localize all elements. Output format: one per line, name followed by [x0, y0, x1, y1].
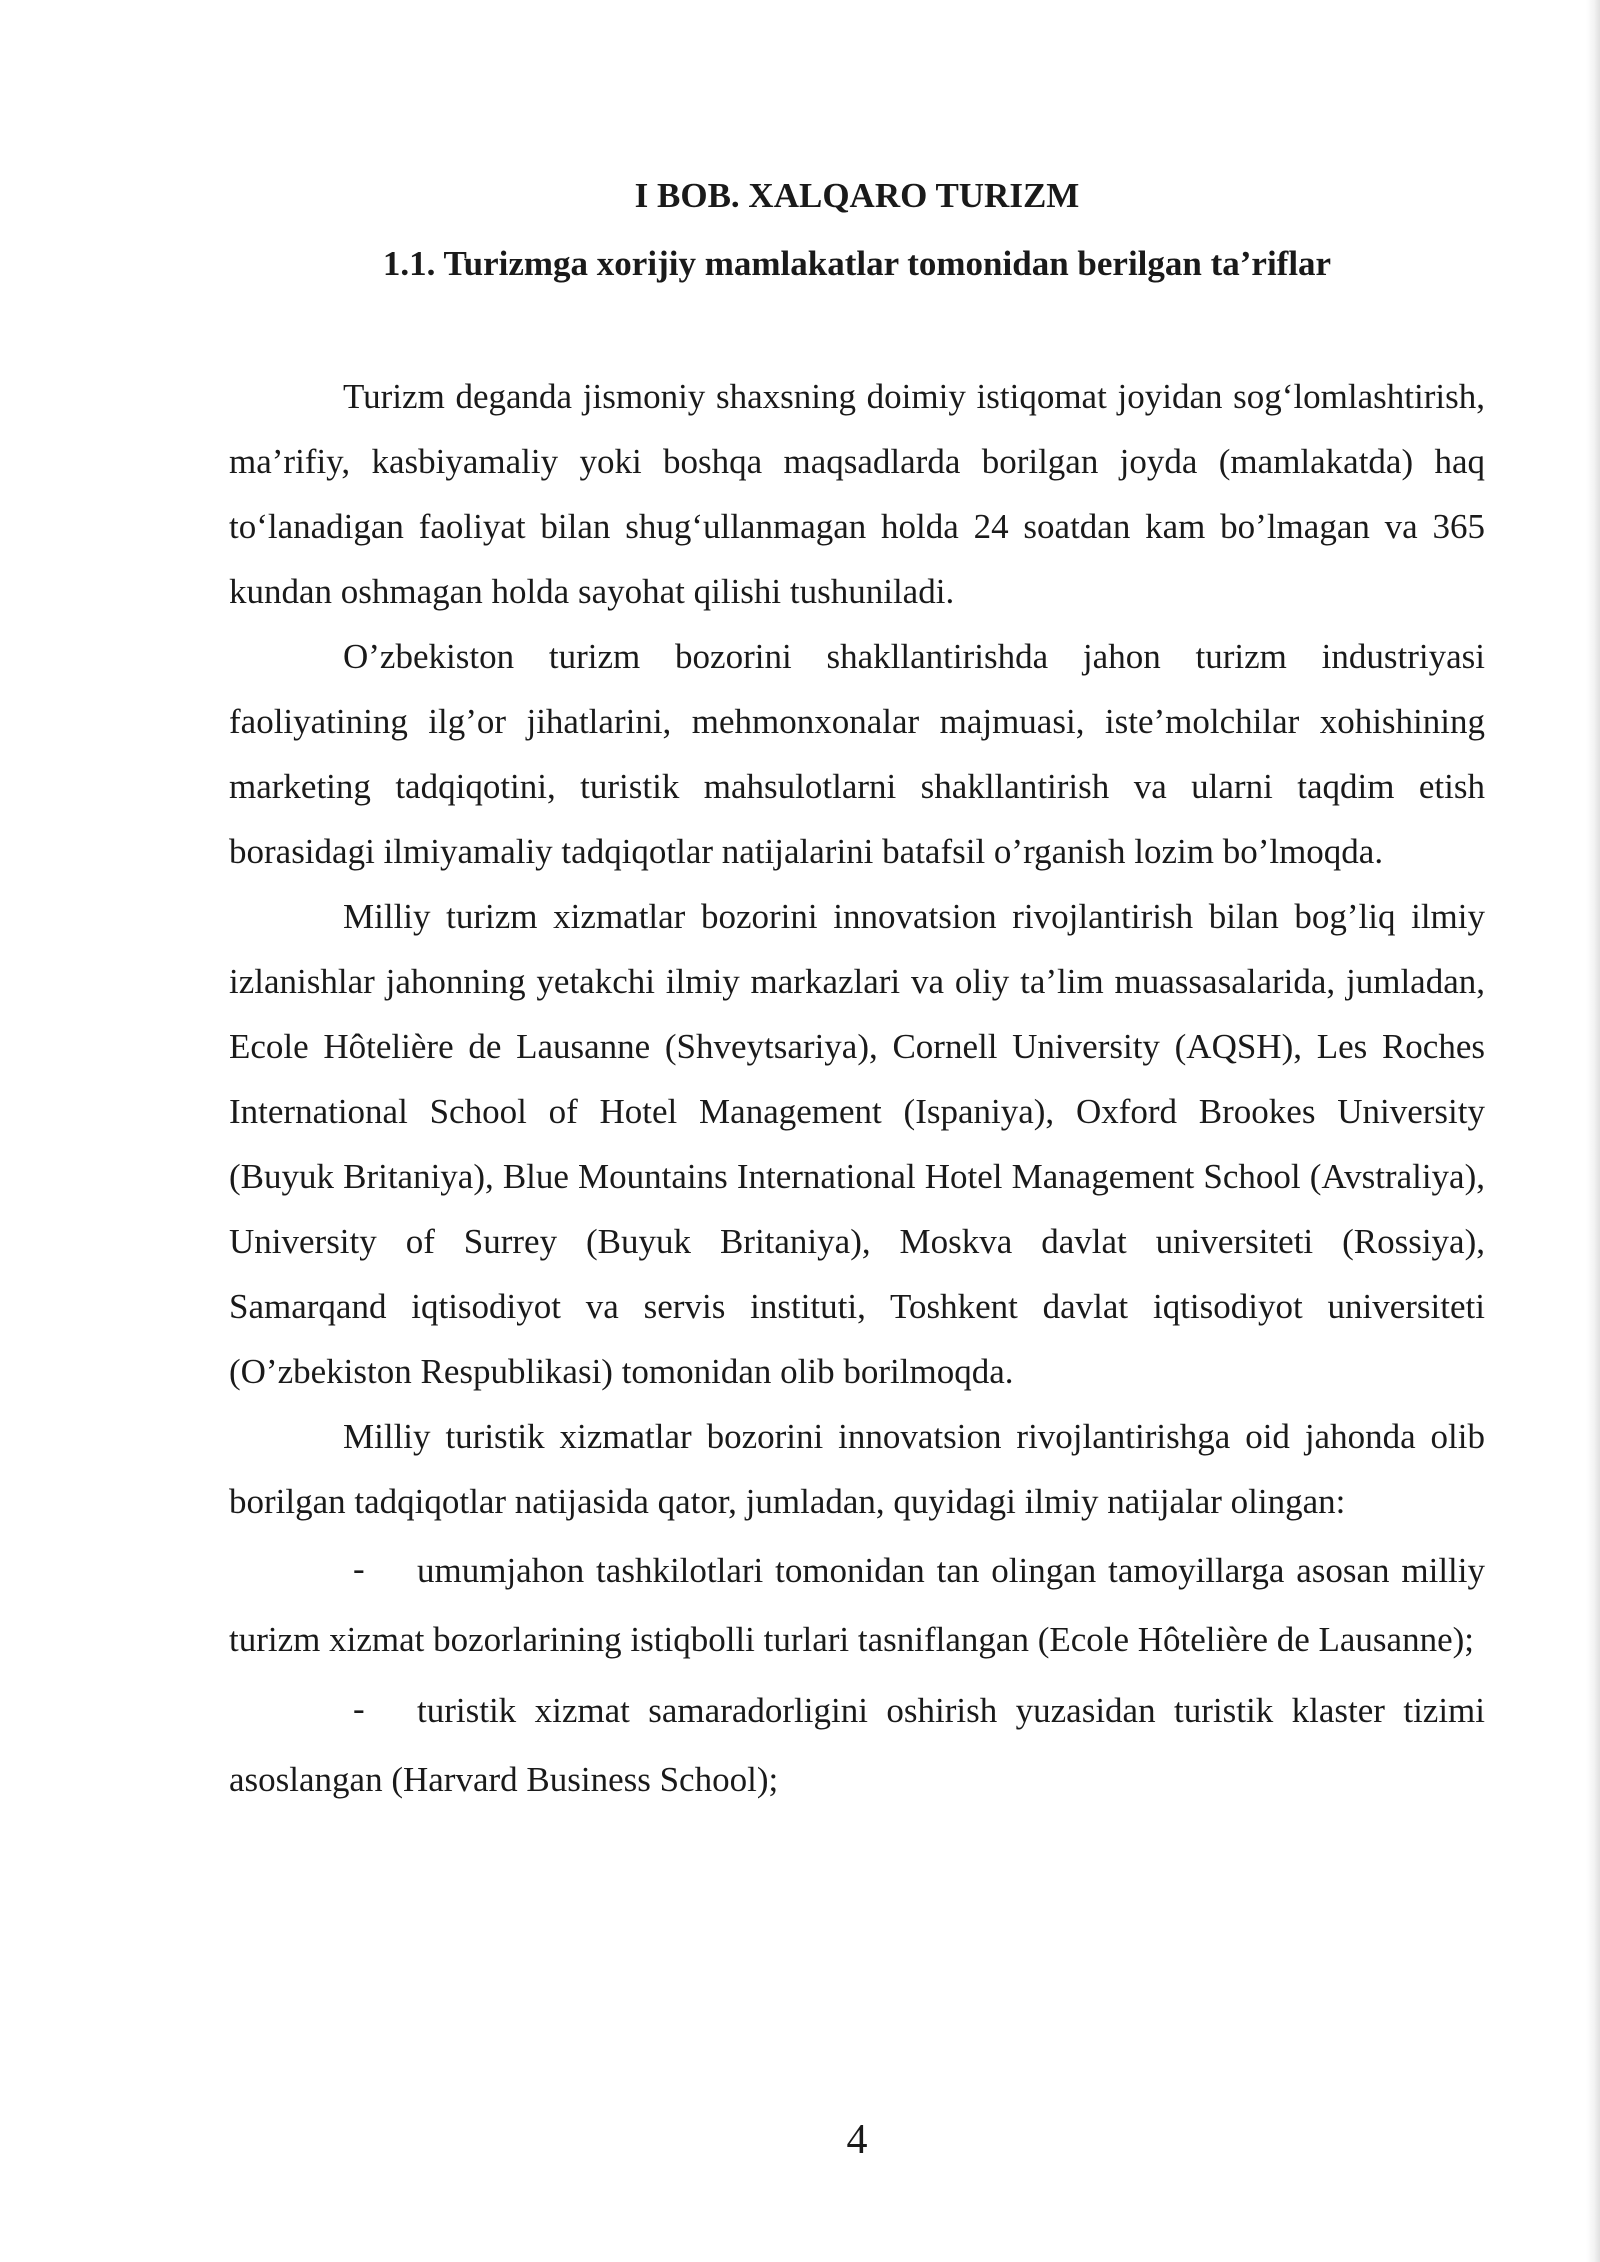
section-title: 1.1. Turizmga xorijiy mamlakatlar tomonidan berilgan ta’riflar — [382, 244, 1332, 283]
list-item — [229, 1674, 1485, 1814]
body-text — [229, 364, 1485, 1814]
chapter-title: I BOB. XALQARO TURIZM — [634, 176, 1080, 215]
list-bullet: - — [353, 1689, 365, 1728]
paragraph-3: Milliy turizm xizmatlar bozorini innovatsion rivojlantirish bilan bog’liq ilmiy izlanishlar jahonning yetakchi ilmiy markazlari va oliy ta’lim muassasalarida, jumladan, Ecole Hôtelière de Lausanne (Shveytsariya), Cornell University (AQSH), Les Roches International School of Hotel Management (Ispaniya), Oxford Brookes University (Buyuk Britaniya), Blue Mountains International Hotel Management School (Avstraliya), University of Surrey (Buyuk Britaniya), Moskva davlat universiteti (Rossiya), Samarqand iqtisodiyot va servis instituti, Toshkent davlat iqtisodiyot universiteti (O’zbekiston Respublikasi) tomonidan olib borilmoqda. — [229, 897, 1485, 1391]
list-item-text: umumjahon tashkilotlari tomonidan tan olingan tamoyillarga asosan milliy turizm xizmat bozorlarining istiqbolli turlari tasniflangan (Ecole Hôtelière de Lausanne); — [229, 1551, 1485, 1659]
list-bullet: - — [353, 1549, 365, 1588]
paragraph-4: Milliy turistik xizmatlar bozorini innovatsion rivojlantirishga oid jahonda olib borilgan tadqiqotlar natijasida qator, jumladan, quyidagi ilmiy natijalar olingan: — [229, 1417, 1485, 1521]
page-number: 4 — [846, 2117, 868, 2163]
page-edge-shadow — [1586, 0, 1600, 2262]
paragraph-1: Turizm deganda jismoniy shaxsning doimiy istiqomat joyidan sog‘lomlashtirish, ma’rifiy, kasbiyamaliy yoki boshqa maqsadlarda borilgan joyda (mamlakatda) haq to‘lanadigan faoliyat bilan shug‘ullanmagan holda 24 soatdan kam bo’lmagan va 365 kundan oshmagan holda sayohat qilishi tushuniladi. — [229, 377, 1485, 611]
list-item-text: turistik xizmat samaradorligini oshirish yuzasidan turistik klaster tizimi asoslangan (Harvard Business School); — [229, 1691, 1485, 1799]
paragraph-2: O’zbekiston turizm bozorini shakllantirishda jahon turizm industriyasi faoliyatining ilg’or jihatlarini, mehmonxonalar majmuasi, iste’molchilar xohishining marketing tadqiqotini, turistik mahsulotlarni shakllantirish va ularni taqdim etish borasidagi ilmiyamaliy tadqiqotlar natijalarini batafsil o’rganish lozim bo’lmoqda. — [229, 637, 1485, 871]
list-item — [229, 1534, 1485, 1674]
